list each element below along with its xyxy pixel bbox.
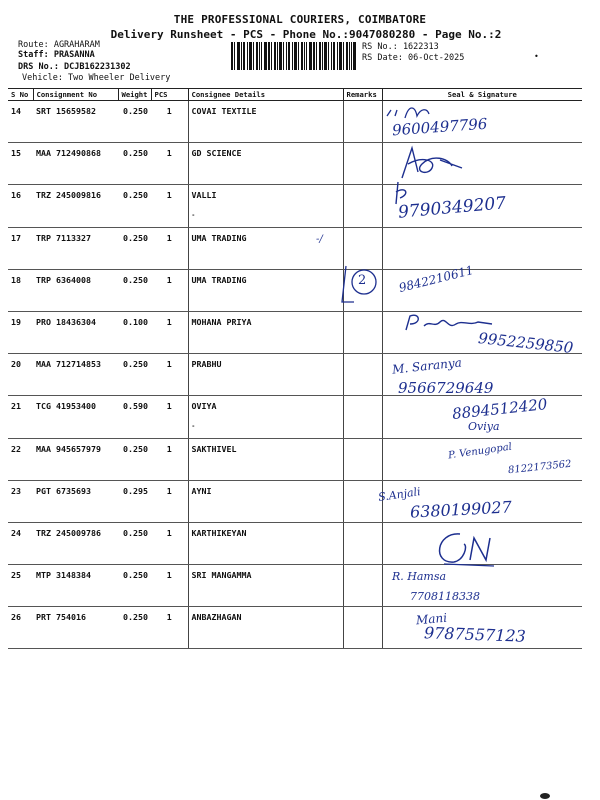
row-sno	[8, 311, 33, 353]
row-weight-text: 0.250	[123, 190, 148, 201]
row-sno-text: 15	[11, 148, 21, 159]
sig-r26-phone: 9787557123	[423, 623, 527, 646]
row-consignee-text: VALLI	[191, 190, 217, 201]
row-consignment-no	[33, 522, 118, 564]
row-sno	[8, 522, 33, 564]
row-pcs-text: 1	[166, 232, 172, 243]
row-weight-text: 0.250	[123, 570, 148, 581]
row-consignee-text: GD SCIENCE	[191, 148, 242, 159]
sig-r26-name: Mani	[415, 610, 448, 628]
row-remarks	[343, 101, 382, 143]
row-weight-text: 0.250	[123, 274, 148, 285]
row-sno-text: 26	[11, 612, 21, 623]
row-dash-mark: -	[191, 423, 196, 431]
row-consignment-no	[33, 143, 118, 185]
row-consignee	[188, 311, 343, 353]
row-sno	[8, 185, 33, 227]
row-pcs-text: 1	[166, 316, 172, 327]
col-sno: S No	[8, 89, 33, 101]
row-consignment-no-text: SRT 15659582	[36, 106, 96, 116]
row-consignee-text: KARTHIKEYAN	[191, 527, 247, 538]
row-pcs	[151, 607, 188, 649]
row-seal-signature	[382, 438, 582, 480]
row-pcs-text: 1	[166, 612, 172, 623]
sig-r18-phone: 9842210611	[397, 262, 475, 296]
sig-r20-phone: 9566729649	[398, 379, 494, 397]
row-consignee	[188, 101, 343, 143]
row-consignment-no-text: MAA 945657979	[36, 443, 101, 454]
row-consignment-no	[33, 565, 118, 607]
row-sno-text: 21	[11, 401, 21, 412]
row-weight	[118, 438, 151, 480]
row-sno-text: 22	[11, 443, 21, 454]
sig-r19-phone: 9952259850	[477, 329, 575, 357]
vehicle-label: Vehicle: Two Wheeler Delivery	[22, 73, 171, 83]
row-weight	[118, 227, 151, 269]
row-sno	[8, 607, 33, 649]
row-consignee	[188, 269, 343, 311]
row-consignee-text: PRABHU	[191, 359, 222, 370]
sig-r21-name: Oviya	[468, 420, 500, 433]
row-consignment-no	[33, 438, 118, 480]
row-pcs	[151, 185, 188, 227]
row-pcs	[151, 565, 188, 607]
row-sno-text: 14	[11, 106, 21, 116]
row-remarks	[343, 143, 382, 185]
row-sno	[8, 565, 33, 607]
row-remarks	[343, 438, 382, 480]
barcode-image	[231, 42, 357, 70]
row-sno-text: 19	[11, 316, 21, 327]
row-sno-text: 20	[11, 359, 21, 370]
row-weight	[118, 522, 151, 564]
row-consignment-no	[33, 396, 118, 438]
row-consignee-text: SRI MANGAMMA	[191, 570, 252, 581]
row-remarks	[343, 227, 382, 269]
row-pcs-text: 1	[166, 274, 172, 285]
page-bullet: •	[534, 52, 539, 61]
drs-number: DRS No.: DCJB162231302	[18, 62, 131, 72]
page-corner-mark	[540, 793, 550, 799]
row-weight-text: 0.250	[123, 106, 148, 116]
row-consignee-text: COVAI TEXTILE	[191, 106, 257, 116]
row-weight-text: 0.250	[123, 443, 148, 454]
row-seal-signature	[382, 143, 582, 185]
row-consignment-no-text: MAA 712490868	[36, 148, 101, 159]
row-sno	[8, 143, 33, 185]
row-pcs-text: 1	[166, 148, 172, 159]
row-sno	[8, 480, 33, 522]
row-consignee	[188, 522, 343, 564]
row-weight	[118, 311, 151, 353]
table-row	[8, 565, 582, 607]
row-consignee	[188, 565, 343, 607]
row-weight	[118, 185, 151, 227]
row-remarks	[343, 185, 382, 227]
row-dash-mark: -	[191, 212, 196, 220]
row-sno-text: 18	[11, 274, 21, 285]
row-consignment-no	[33, 480, 118, 522]
sig-r18-circle-digit: 2	[358, 273, 367, 288]
row-consignee-text: UMA TRADING	[191, 232, 247, 243]
runsheet-subtitle: Delivery Runsheet - PCS - Phone No.:9047080280 - Page No.:2	[110, 28, 502, 41]
row-consignment-no-text: TRZ 245009816	[36, 190, 101, 201]
row-consignment-no	[33, 607, 118, 649]
row-consignment-no-text: MTP 3148384	[36, 570, 91, 581]
row-consignee	[188, 354, 343, 396]
col-consignment: Consignment No	[33, 89, 118, 101]
row-consignment-no-text: TCG 41953400	[36, 401, 96, 412]
row-consignee	[188, 396, 343, 438]
row-pcs	[151, 269, 188, 311]
row-remarks	[343, 311, 382, 353]
row-consignee	[188, 480, 343, 522]
row-weight-text: 0.250	[123, 232, 148, 243]
row-consignment-no	[33, 269, 118, 311]
row-weight	[118, 565, 151, 607]
row-weight-text: 0.250	[123, 612, 148, 623]
row-consignment-no	[33, 185, 118, 227]
row-consignee-text: MOHANA PRIYA	[191, 316, 252, 327]
col-pcs: PCS	[151, 89, 188, 101]
row-pcs-text: 1	[166, 106, 172, 116]
row-remarks	[343, 565, 382, 607]
row-pcs-text: 1	[166, 443, 172, 454]
sig-r25-name: R. Hamsa	[392, 570, 447, 583]
row-sno-text: 17	[11, 232, 21, 243]
row-consignee	[188, 143, 343, 185]
row-weight	[118, 269, 151, 311]
row-consignment-no-text: PRO 18436304	[36, 316, 96, 327]
sig-r23-name: S.Anjali	[377, 485, 422, 504]
row-sno-text: 16	[11, 190, 21, 201]
row-weight-text: 0.250	[123, 148, 148, 159]
row-remarks	[343, 522, 382, 564]
col-weight: Weight	[118, 89, 151, 101]
row-pcs-text: 1	[166, 359, 172, 370]
rs-number: RS No.: 1622313	[362, 42, 439, 52]
row-consignment-no-text: PGT 6735693	[36, 485, 91, 496]
row-sno	[8, 227, 33, 269]
sig-r14-phone: 9600497796	[391, 114, 488, 140]
row-sno-text: 23	[11, 485, 21, 496]
col-seal: Seal & Signature	[382, 89, 582, 101]
row-seal-signature	[382, 227, 582, 269]
row-weight-text: 0.590	[123, 401, 148, 412]
row-weight	[118, 396, 151, 438]
row-remarks	[343, 607, 382, 649]
row-consignee-text: ANBAZHAGAN	[191, 612, 242, 623]
row-sno	[8, 438, 33, 480]
sig-r22-phone: 8122173562	[507, 458, 573, 477]
row-consignment-no	[33, 227, 118, 269]
sig-r20-name: M. Saranya	[391, 355, 463, 377]
row-sno	[8, 269, 33, 311]
row-consignment-no-text: TRP 7113327	[36, 232, 91, 243]
row-consignment-no-text: PRT 754016	[36, 612, 86, 623]
row-sno-text: 25	[11, 570, 21, 581]
row-weight-text: 0.295	[123, 485, 148, 496]
row-weight-text: 0.250	[123, 527, 148, 538]
sig-r23-phone: 6380199027	[409, 497, 513, 522]
row-weight	[118, 101, 151, 143]
row-consignee-text: AYNI	[191, 485, 212, 496]
col-consignee: Consignee Details	[188, 89, 343, 101]
row-pcs-text: 1	[166, 401, 172, 412]
row-pcs	[151, 396, 188, 438]
row-weight	[118, 607, 151, 649]
row-sno-text: 24	[11, 527, 21, 538]
table-header-row	[8, 89, 582, 101]
route-label: Route: AGRAHARAM	[18, 40, 100, 50]
row-weight-text: 0.100	[123, 316, 148, 327]
sig-r16-phone: 9790349207	[397, 193, 507, 223]
row-consignment-no	[33, 101, 118, 143]
row-pcs	[151, 438, 188, 480]
row-remarks	[343, 396, 382, 438]
row-sno	[8, 101, 33, 143]
row-pcs-text: 1	[166, 570, 172, 581]
row-remarks	[343, 354, 382, 396]
runsheet-table	[8, 88, 582, 649]
sig-r17-mark: -/	[316, 234, 323, 245]
table-row	[8, 354, 582, 396]
row-remarks	[343, 480, 382, 522]
row-pcs	[151, 480, 188, 522]
col-remarks: Remarks	[343, 89, 382, 101]
row-consignee-text: SAKTHIVEL	[191, 443, 237, 454]
row-consignee	[188, 185, 343, 227]
row-consignment-no	[33, 311, 118, 353]
row-pcs-text: 1	[166, 527, 172, 538]
staff-label: Staff: PRASANNA	[18, 50, 95, 60]
row-pcs	[151, 227, 188, 269]
row-consignment-no-text: TRP 6364008	[36, 274, 91, 285]
row-consignment-no-text: TRZ 245009786	[36, 527, 101, 538]
table-row	[8, 101, 582, 143]
table-row	[8, 522, 582, 564]
row-consignment-no	[33, 354, 118, 396]
row-weight-text: 0.250	[123, 359, 148, 370]
row-pcs	[151, 143, 188, 185]
sig-r22-name: P. Venugopal	[447, 441, 513, 462]
row-seal-signature	[382, 522, 582, 564]
row-consignment-no-text: MAA 712714853	[36, 359, 101, 370]
row-pcs	[151, 522, 188, 564]
row-consignee	[188, 607, 343, 649]
row-weight	[118, 143, 151, 185]
row-pcs-text: 1	[166, 190, 172, 201]
row-consignee-text: UMA TRADING	[191, 274, 247, 285]
row-consignee	[188, 438, 343, 480]
row-sno	[8, 354, 33, 396]
row-weight	[118, 480, 151, 522]
row-consignee-text: OVIYA	[191, 401, 217, 412]
rs-date: RS Date: 06-Oct-2025	[362, 53, 465, 63]
sig-r21-phone: 8894512420	[451, 395, 549, 423]
sig-r25-phone: 7708118338	[410, 590, 480, 603]
row-pcs-text: 1	[166, 485, 172, 496]
row-weight	[118, 354, 151, 396]
row-sno	[8, 396, 33, 438]
table-row	[8, 227, 582, 269]
company-title: THE PROFESSIONAL COURIERS, COIMBATORE	[173, 13, 427, 26]
row-pcs	[151, 311, 188, 353]
table-row	[8, 143, 582, 185]
row-pcs	[151, 354, 188, 396]
row-pcs	[151, 101, 188, 143]
table-row	[8, 269, 582, 311]
